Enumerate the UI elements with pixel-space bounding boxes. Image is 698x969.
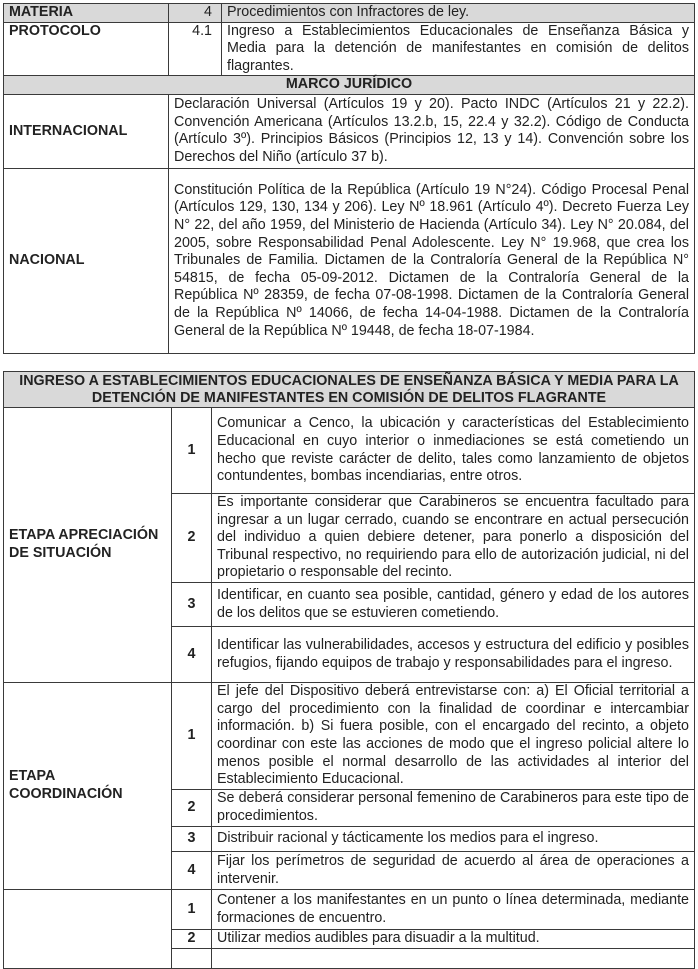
step-number: 3	[172, 827, 212, 852]
step-number: 1	[172, 683, 212, 790]
materia-number: 4	[169, 4, 222, 23]
step-text: El jefe del Dispositivo deberá entrevistarse con: a) El Oficial territorial a cargo del procedimiento con la finalidad de coordinar e intercambiar información. b) Si fuera posible, con el encargado del recinto, a objeto coordinar con este las acciones de modo que el ingreso policial altere lo menos posible el normal desarrollo de las actividades al interior del Establecimiento Educacional.	[212, 683, 695, 790]
step-row	[4, 683, 695, 790]
step-text: Comunicar a Cenco, la ubicación y características del Establecimiento Educacional en cuyo interior o inmediaciones se está cometiendo un hecho que reviste carácter de delito, tales como lanzamiento de objetos contundentes, bombas incendiarias, entre otros.	[212, 408, 695, 494]
etapa-label	[4, 890, 172, 969]
materia-row	[4, 4, 695, 23]
step-text: Se deberá considerar personal femenino de Carabineros para este tipo de procedimientos.	[212, 790, 695, 827]
step-text: Fijar los perímetros de seguridad de acuerdo al área de operaciones a intervenir.	[212, 852, 695, 890]
marco-title-row	[4, 76, 695, 95]
protocolo-number: 4.1	[169, 22, 222, 76]
nacional-row	[4, 168, 695, 353]
step-number: 2	[172, 790, 212, 827]
step-text: Es importante considerar que Carabineros se encuentra facultado para ingresar a un lugar cerrado, cuando se encontrare en actual persecución del individuo a quien debiere detener, para ponerlo a disposición del Tribunal respectivo, no requiriendo para ello de autorización judicial, ni del propietario o responsable del recinto.	[212, 494, 695, 583]
step-text: Utilizar medios audibles para disuadir a la multitud.	[212, 930, 695, 949]
marco-title: MARCO JURÍDICO	[4, 76, 695, 95]
step-number: 4	[172, 852, 212, 890]
nacional-label: NACIONAL	[4, 168, 169, 353]
materia-value: Procedimientos con Infractores de ley.	[222, 4, 695, 23]
step-number: 2	[172, 930, 212, 949]
step-number: 3	[172, 583, 212, 627]
step-text: Contener a los manifestantes en un punto o línea determinada, mediante formaciones de encuentro.	[212, 890, 695, 930]
materia-label: MATERIA	[4, 4, 169, 23]
step-number: 1	[172, 890, 212, 930]
ingreso-table	[3, 371, 695, 969]
etapa-label: ETAPA APRECIACIÓN DE SITUACIÓN	[4, 408, 172, 683]
step-number: 1	[172, 408, 212, 494]
step-number: 4	[172, 627, 212, 683]
etapa-label: ETAPA COORDINACIÓN	[4, 683, 172, 890]
protocolo-row	[4, 22, 695, 76]
step-row	[4, 408, 695, 494]
internacional-label: INTERNACIONAL	[4, 94, 169, 168]
protocolo-label: PROTOCOLO	[4, 22, 169, 76]
internacional-row	[4, 94, 695, 168]
ingreso-title: INGRESO A ESTABLECIMIENTOS EDUCACIONALES DE ENSEÑANZA BÁSICA Y MEDIA PARA LA DETENCIÓN DE MANIFESTANTES EN COMISIÓN DE DELITOS FLAGRANTE	[4, 372, 695, 408]
step-text: Distribuir racional y tácticamente los medios para el ingreso.	[212, 827, 695, 852]
step-text: Identificar las vulnerabilidades, accesos y estructura del edificio y posibles refugios, fijando equipos de trabajo y responsabilidades para el ingreso.	[212, 627, 695, 683]
internacional-text: Declaración Universal (Artículos 19 y 20). Pacto INDC (Artículos 21 y 22.2). Convención Americana (Artículos 13.2.b, 15, 22.4 y 32.2). Código de Conducta (Artículo 3º). Principios Básicos (Principios 12, 13 y 14). Convención sobre los Derechos del Niño (artículo 37 b).	[169, 94, 695, 168]
marco-juridico-table	[3, 3, 695, 354]
protocolo-value: Ingreso a Establecimientos Educacionales de Enseñanza Básica y Media para la detención de manifestantes en comisión de delitos flagrantes.	[222, 22, 695, 76]
ingreso-title-row	[4, 372, 695, 408]
step-row	[4, 890, 695, 930]
step-number: 2	[172, 494, 212, 583]
nacional-text: Constitución Política de la República (Artículo 19 N°24). Código Procesal Penal (Artículos 129, 130, 134 y 206). Ley Nº 18.961 (Artículo 4º). Decreto Fuerza Ley N° 22, del año 1959, del Ministerio de Hacienda (Artículo 34). Ley N° 20.084, del 2005, sobre Responsabilidad Penal Adolescente. Ley N° 19.968, que crea los Tribunales de Familia. Dictamen de la Contraloría General de la República N° 54815, de fecha 05-09-2012. Dictamen de la Contraloría General de la República Nº 28359, de fecha 07-08-1998. Dictamen de la Contraloría General de la República Nº 14066, de fecha 14-04-1988. Dictamen de la Contraloría General de la República Nº 19448, de fecha 18-07-1984.	[169, 168, 695, 353]
step-text: Identificar, en cuanto sea posible, cantidad, género y edad de los autores de los delitos que se estuvieren cometiendo.	[212, 583, 695, 627]
